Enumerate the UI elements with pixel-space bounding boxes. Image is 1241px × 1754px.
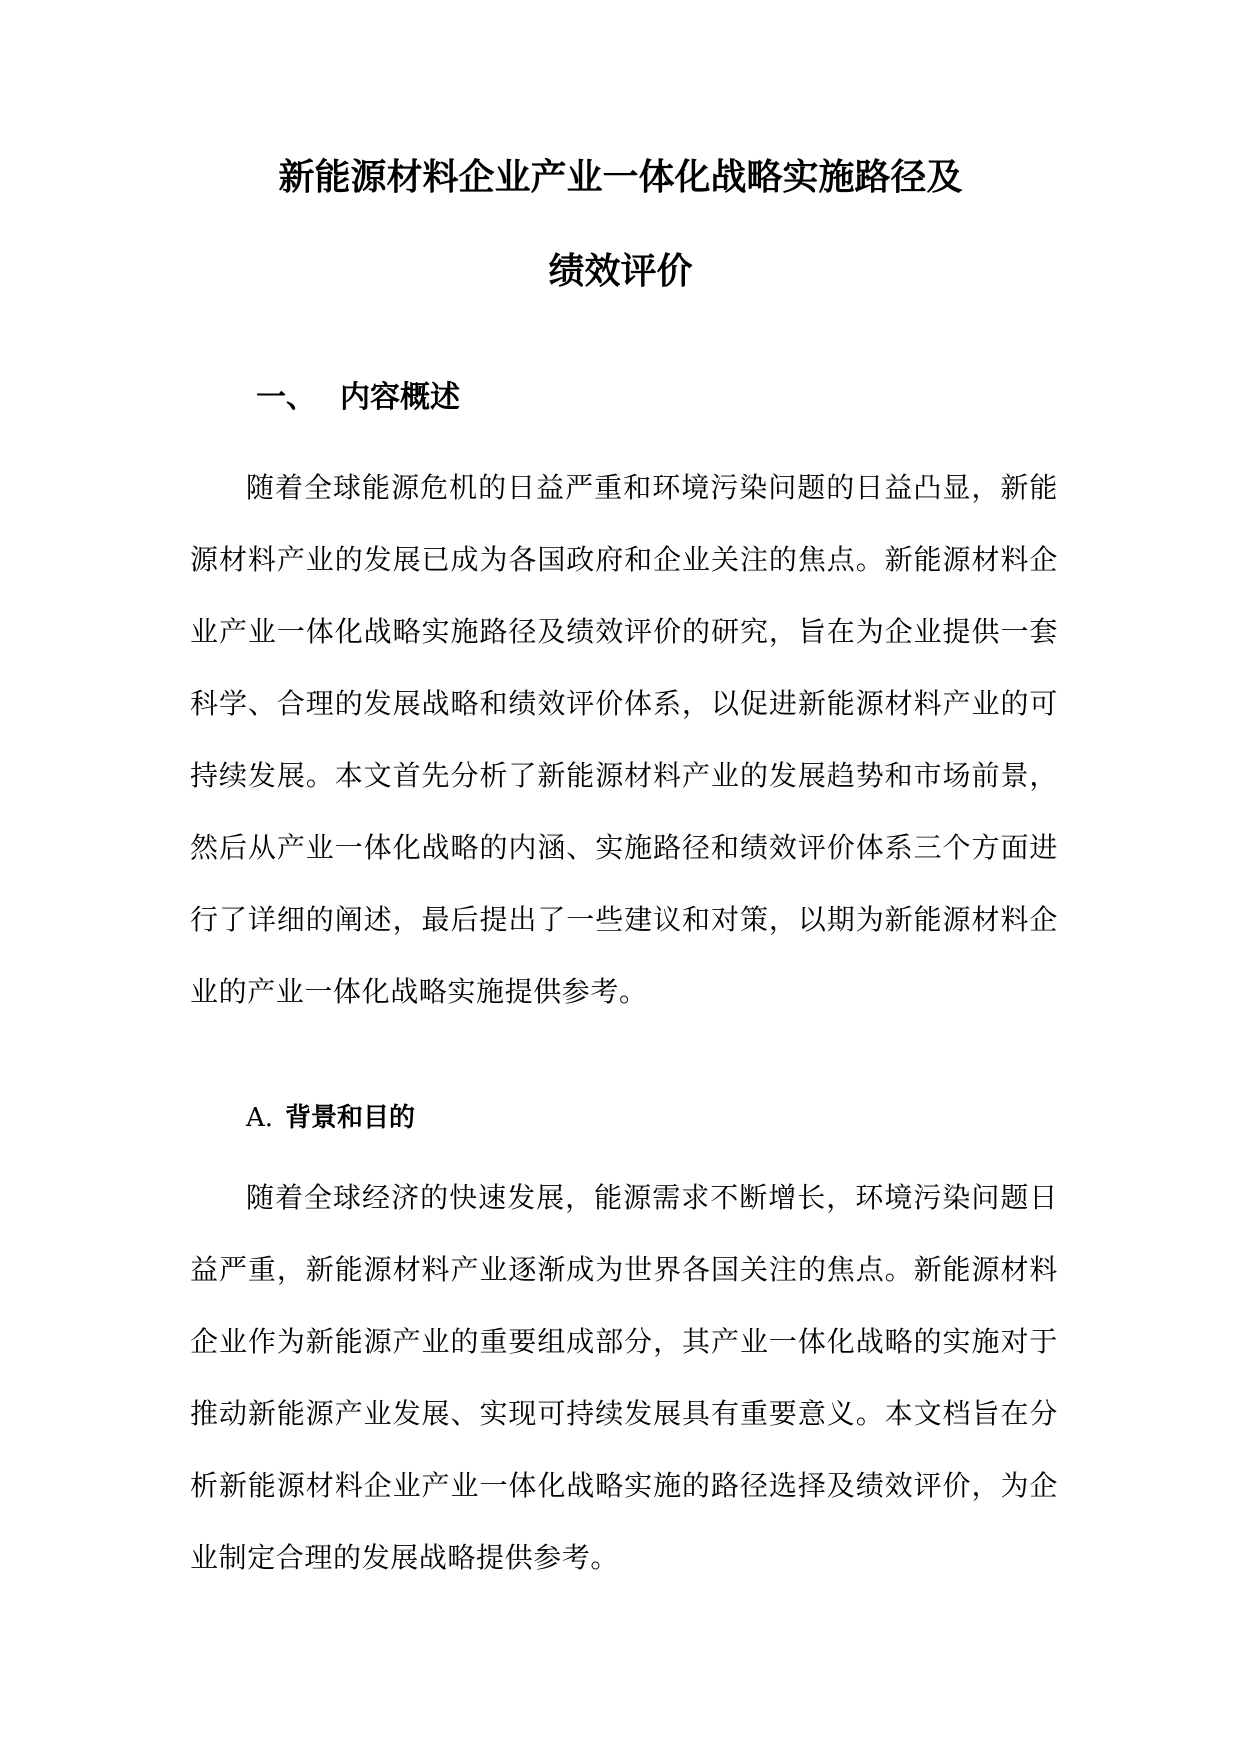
document-title-line-2: 绩效评价 — [548, 251, 693, 292]
subsection-paragraph: 随着全球经济的快速发展，能源需求不断增长，环境污染问题日益严重，新能源材料产业逐渐成为世界各国关注的焦点。新能源材料企业作为新能源产业的重要组成部分，其产业一体化战略的实施对于推动新能源产业发展、实现可持续发展具有重要意义。本文档旨在分析新能源材料企业产业一体化战略实施的路径选择及绩效评价，为企业制定合理的发展战略提供参考。 — [190, 1181, 1058, 1574]
section-paragraph: 随着全球能源危机的日益严重和环境污染问题的日益凸显，新能源材料产业的发展已成为各国政府和企业关注的焦点。新能源材料企业产业一体化战略实施路径及绩效评价的研究，旨在为企业提供一套科学、合理的发展战略和绩效评价体系，以促进新能源材料产业的可持续发展。本文首先分析了新能源材料产业的发展趋势和市场前景，然后从产业一体化战略的内涵、实施路径和绩效评价体系三个方面进行了详细的阐述，最后提出了一些建议和对策，以期为新能源材料企业的产业一体化战略实施提供参考。 — [190, 471, 1058, 1008]
section-title: 内容概述 — [340, 380, 460, 415]
section-number: 一、 — [256, 380, 316, 415]
section-heading — [256, 378, 460, 418]
subsection-heading — [246, 1100, 415, 1136]
document-title-line-1: 新能源材料企业产业一体化战略实施路径及 — [278, 157, 963, 198]
subsection-label: A. — [246, 1103, 274, 1133]
subsection-title: 背景和目的 — [285, 1103, 416, 1133]
